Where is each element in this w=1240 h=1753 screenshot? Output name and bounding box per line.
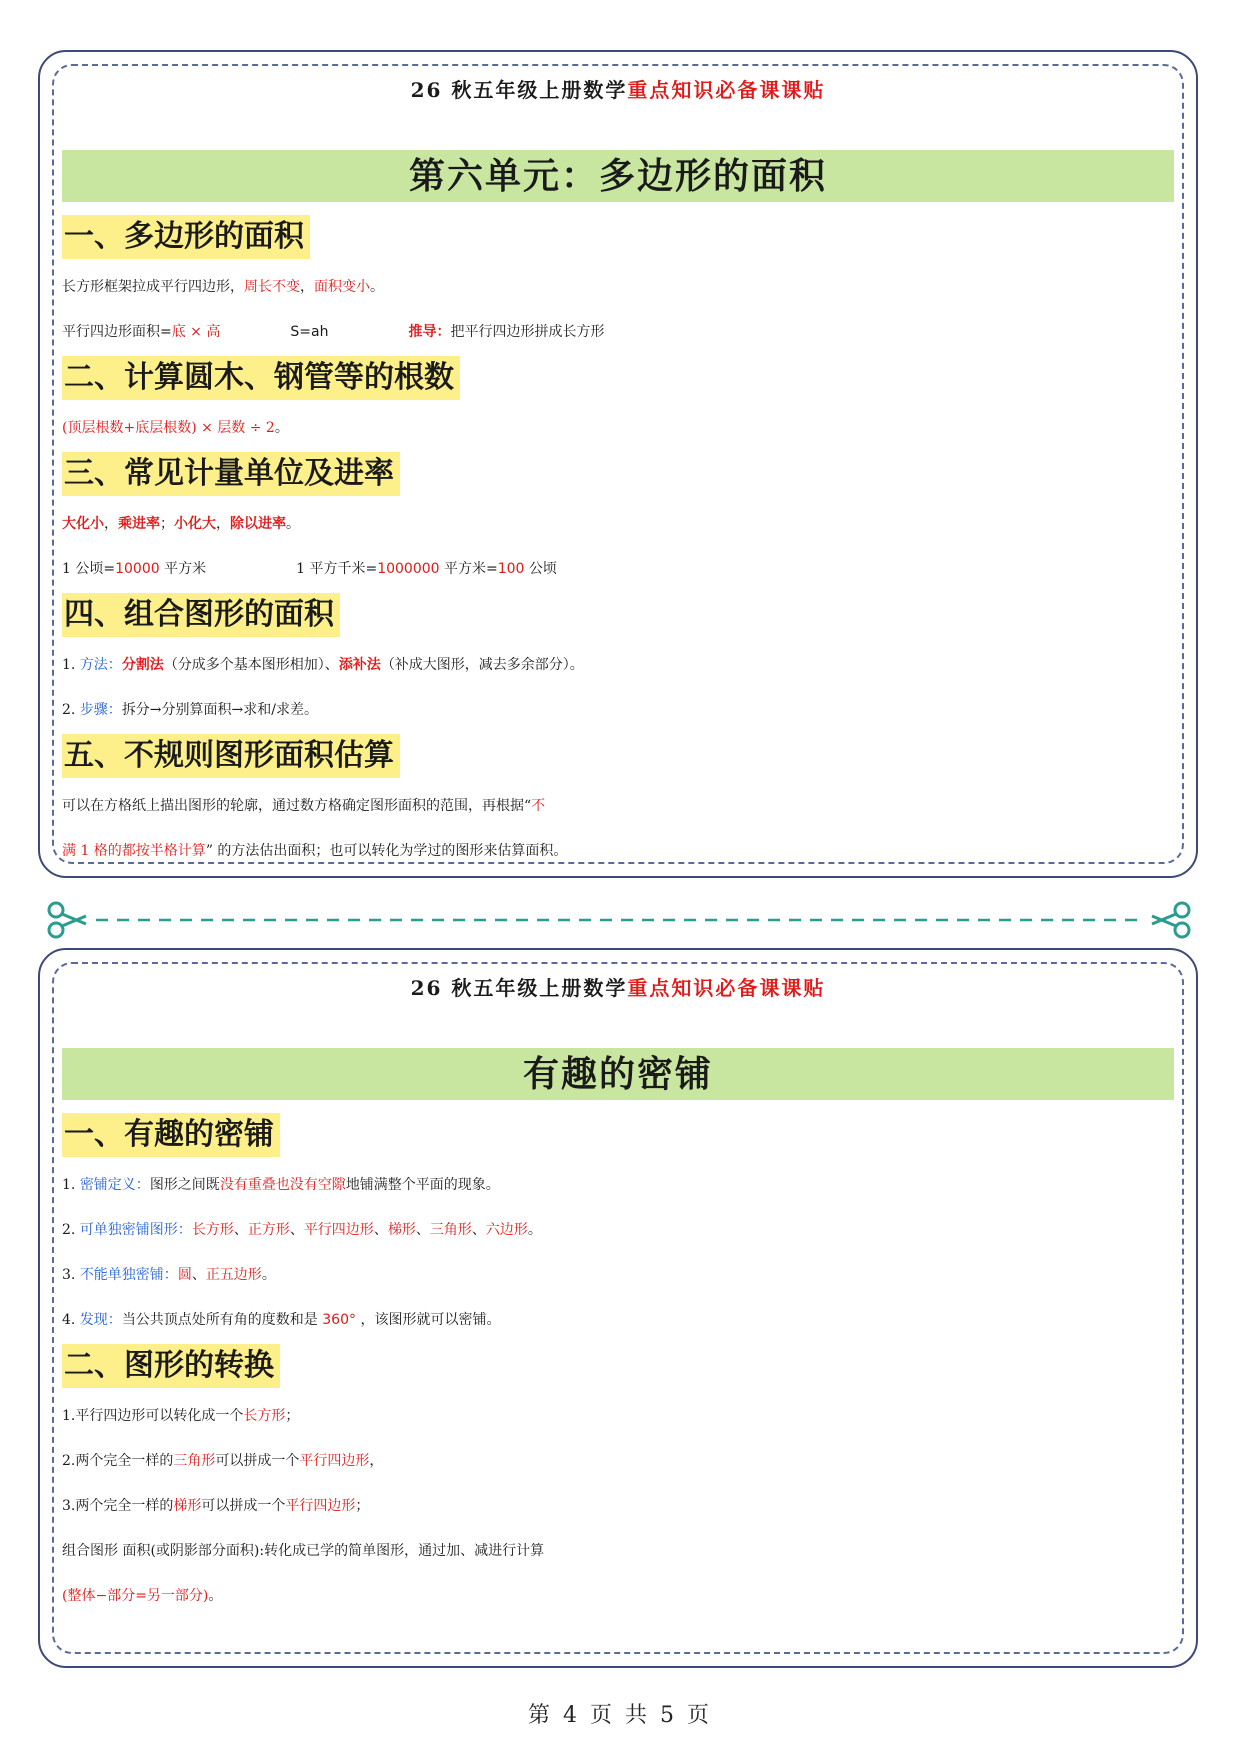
section-heading: 一、多边形的面积 — [62, 215, 310, 259]
section-heading: 五、不规则图形面积估算 — [62, 734, 400, 778]
knowledge-card-2 — [38, 948, 1198, 1668]
card-content — [62, 214, 1184, 874]
section-heading: 三、常见计量单位及进率 — [62, 452, 400, 496]
cut-line-divider — [44, 900, 1194, 940]
card-title — [40, 74, 1196, 103]
text-line: 3. 不能单独密铺：圆、正五边形。 — [62, 1267, 276, 1283]
section-heading: 二、图形的转换 — [62, 1344, 280, 1388]
knowledge-card-1 — [38, 50, 1198, 878]
text-line: 平行四边形面积=底 × 高 S=ah 推导：把平行四边形拼成长方形 — [62, 324, 605, 340]
scissors-icon-right — [1152, 903, 1189, 937]
text-line: 4. 发现：当公共顶点处所有角的度数和是 360° ，该图形就可以密铺。 — [62, 1312, 501, 1328]
card-title — [40, 972, 1196, 1001]
text-line: 1. 方法：分割法（分成多个基本图形相加）、添补法（补成大图形，减去多余部分）。 — [62, 657, 584, 673]
text-line: 长方形框架拉成平行四边形，周长不变，面积变小。 — [62, 279, 384, 295]
text-line: 2.两个完全一样的三角形可以拼成一个平行四边形， — [62, 1453, 384, 1469]
text-line: 组合图形 面积(或阴影部分面积):转化成已学的简单图形，通过加、减进行计算 — [62, 1543, 545, 1559]
text-line: 可以在方格纸上描出图形的轮廓，通过数方格确定图形面积的范围，再根据“不 — [62, 798, 546, 814]
unit-title-band: 有趣的密铺 — [62, 1048, 1174, 1100]
unit-title-band: 第六单元：多边形的面积 — [62, 150, 1174, 202]
title-text: 26 秋五年级上册数学 — [410, 78, 628, 102]
text-line: 2. 步骤：拆分→分别算面积→求和/求差。 — [62, 702, 318, 718]
section-heading: 二、计算圆木、钢管等的根数 — [62, 356, 460, 400]
text-line: (顶层根数+底层根数) × 层数 ÷ 2。 — [62, 420, 289, 436]
text-line: 3.两个完全一样的梯形可以拼成一个平行四边形； — [62, 1498, 370, 1514]
title-highlight: 重点知识必备课课贴 — [627, 78, 826, 102]
section-heading: 四、组合图形的面积 — [62, 593, 340, 637]
text-line: 2. 可单独密铺图形：长方形、正方形、平行四边形、梯形、三角形、六边形。 — [62, 1222, 542, 1238]
text-line: 1.平行四边形可以转化成一个长方形； — [62, 1408, 300, 1424]
text-line: 大化小，乘进率；小化大，除以进率。 — [62, 516, 300, 532]
title-highlight: 重点知识必备课课贴 — [627, 976, 826, 1000]
section-heading: 一、有趣的密铺 — [62, 1113, 280, 1157]
scissors-icon-left — [49, 903, 86, 937]
text-line: 1. 密铺定义：图形之间既没有重叠也没有空隙地铺满整个平面的现象。 — [62, 1177, 500, 1193]
text-line: 满 1 格的都按半格计算” 的方法估出面积；也可以转化为学过的图形来估算面积。 — [62, 843, 568, 859]
text-line: (整体−部分=另一部分)。 — [62, 1588, 223, 1604]
title-text: 26 秋五年级上册数学 — [410, 976, 628, 1000]
text-line: 1 公顷=10000 平方米 1 平方千米=1000000 平方米=100 公顷 — [62, 561, 557, 577]
page-footer: 第 4 页 共 5 页 — [528, 1703, 712, 1728]
card-content — [62, 1112, 1184, 1619]
